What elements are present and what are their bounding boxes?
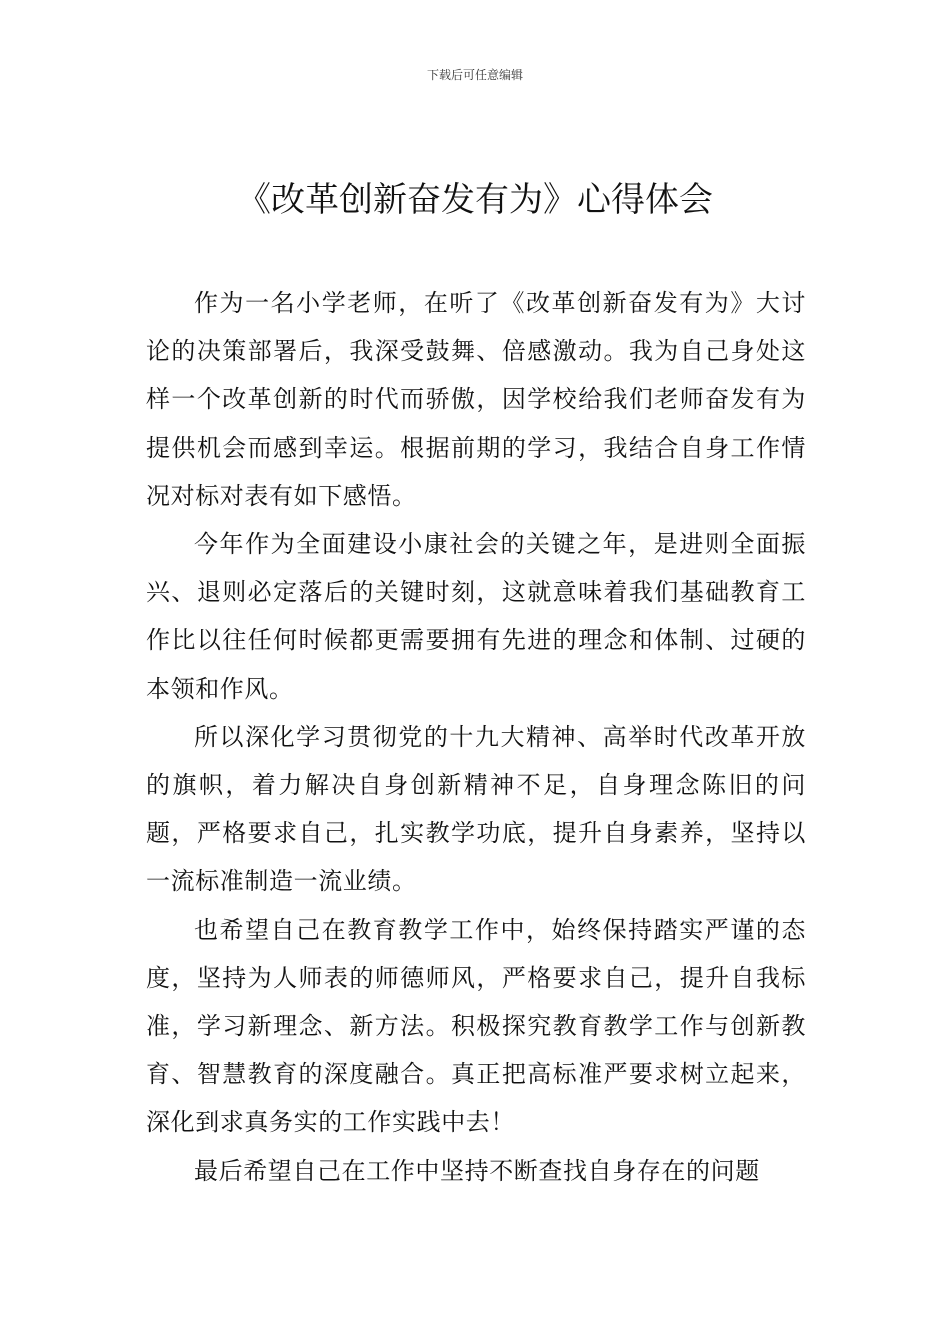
page-header-note: 下载后可任意编辑 [426,68,523,82]
paragraph-1: 作为一名小学老师，在听了《改革创新奋发有为》大讨论的决策部署后，我深受鼓舞、倍感激动。我为自己身处这样一个改革创新的时代而骄傲，因学校给我们老师奋发有为提供机会而感到幸运。根据前期的学习，我结合自身工作情况对标对表有如下感悟。 [146,289,806,510]
paragraph-3: 所以深化学习贯彻党的十九大精神、高举时代改革开放的旗帜，着力解决自身创新精神不足，自身理念陈旧的问题，严格要求自己，扎实教学功底，提升自身素养，坚持以一流标准制造一流业绩。 [146,722,806,896]
paragraph-4: 也希望自己在教育教学工作中，始终保持踏实严谨的态度，坚持为人师表的师德师风，严格要求自己，提升自我标准，学习新理念、新方法。积极探究教育教学工作与创新教育、智慧教育的深度融合。真正把高标准严要求树立起来，深化到求真务实的工作实践中去！ [146,915,806,1137]
document-body [146,279,806,1195]
document-title: 《改革创新奋发有为》心得体会 [237,180,713,220]
paragraph-2: 今年作为全面建设小康社会的关键之年，是进则全面振兴、退则必定落后的关键时刻，这就意味着我们基础教育工作比以往任何时候都更需要拥有先进的理念和体制、过硬的本领和作风。 [146,530,806,703]
paragraph-5: 最后希望自己在工作中坚持不断查找自身存在的问题 [194,1156,760,1185]
